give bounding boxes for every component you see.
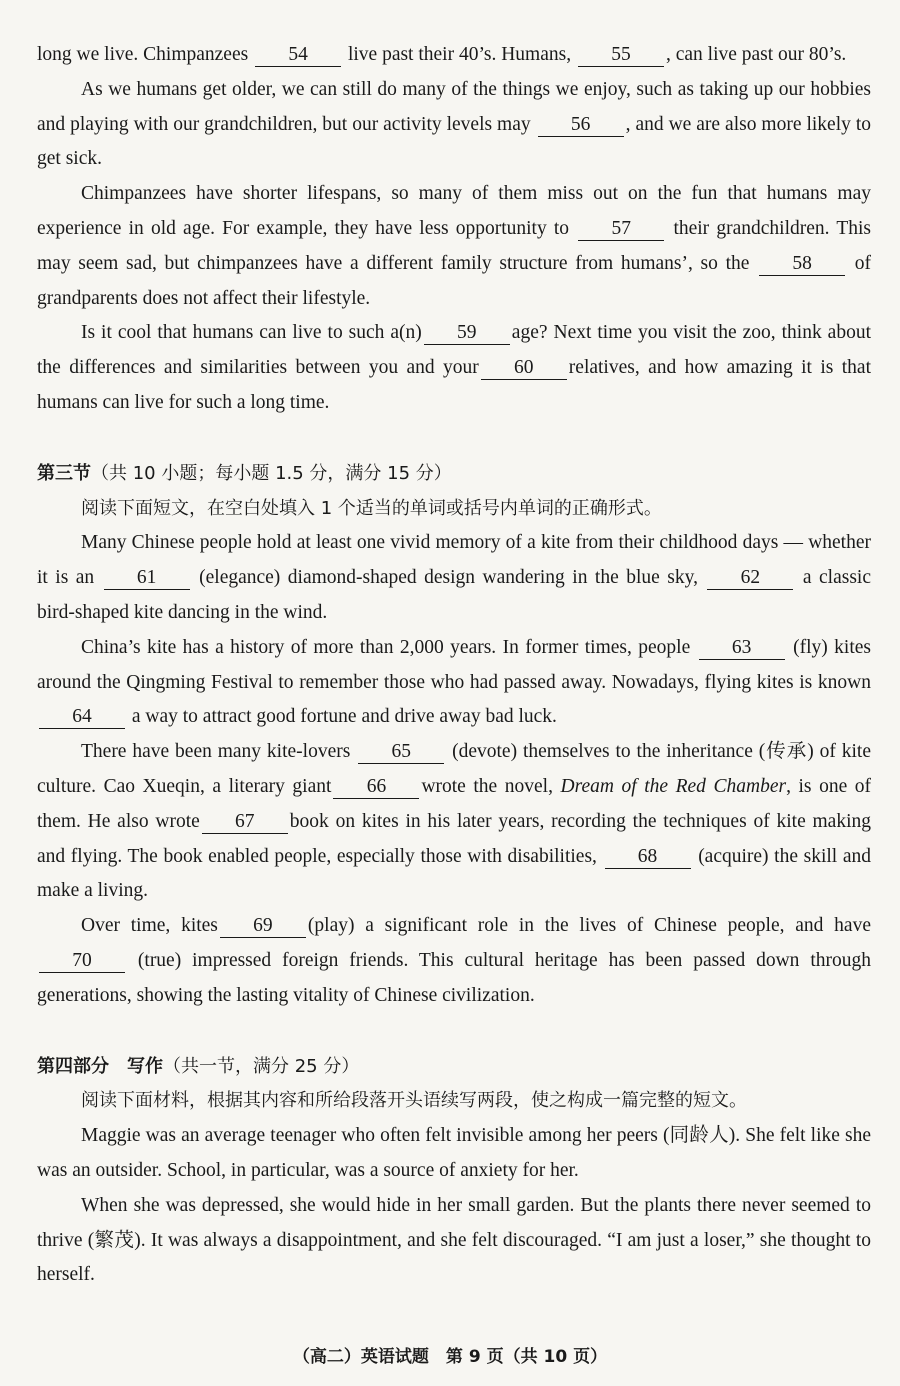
blank-57[interactable]: 57 [578,218,664,241]
paragraph: Many Chinese people hold at least one vivid memory of a kite from their childhood days — whether it is an 61 (elegance) diamond-shaped design wandering in the blue sky, 62 a classic bird-shaped kite dancing in the wind. [37,532,871,623]
part-4-writing [37,1050,871,1294]
paragraph: Chimpanzees have shorter lifespans, so many of them miss out on the fun that humans may experience in old age. For example, they have less opportunity to 57 their grandchildren. This may seem sad, but chimpanzees have a different family structure from humans’, so the 58 of grandparents does not affect their lifestyle. [37,183,872,309]
paragraph: Is it cool that humans can live to such a(n) 59 age? Next time you visit the zoo, think about the differences and similarities between you and your 60 relatives, and how amazing it is that humans can live for such a long time. [37,322,871,413]
blank-61[interactable]: 61 [104,567,190,590]
blank-60[interactable]: 60 [481,357,567,380]
instruction: 阅读下面短文，在空白处填入 1 个适当的单词或括号内单词的正确形式。 [81,497,662,519]
paragraph: China’s kite has a history of more than 2,000 years. In former times, people 63 (fly) kites around the Qingming Festival to remember those who had passed away. Nowadays, flying kites is known 64 a way to attract good fortune and drive away bad luck. [37,636,871,728]
paragraph: Maggie was an average teenager who often felt invisible among her peers (同龄人). She felt like she was an outsider. School, in particular, was a source of anxiety for her. [37,1125,871,1181]
blank-65[interactable]: 65 [358,741,444,764]
passage-continuation [37,38,871,421]
paragraph: long we live. Chimpanzees 54 live past their 40’s. Humans, 55 , can live past our 80’s. [37,44,847,65]
blank-56[interactable]: 56 [538,114,624,137]
blank-59[interactable]: 59 [424,322,510,345]
blank-58[interactable]: 58 [759,253,845,276]
blank-67[interactable]: 67 [202,811,288,834]
blank-69[interactable]: 69 [220,915,306,938]
exam-page [37,38,871,1293]
page-footer: （高二）英语试题 第 9 页（共 10 页） [292,1347,608,1367]
blank-64[interactable]: 64 [39,706,125,729]
paragraph: As we humans get older, we can still do many of the things we enjoy, such as taking up our hobbies and playing with our grandchildren, but our activity levels may 56 , and we are also more likely to get sick. [37,78,872,170]
paragraph: Over time, kites 69 (play) a significant role in the lives of Chinese people, and have 70 (true) impressed foreign friends. This cultural heritage has been passed down through generations, showing the lasting vitality of Chinese civilization. [37,915,872,1006]
blank-55[interactable]: 55 [578,44,664,67]
paragraph: There have been many kite-lovers 65 (devote) themselves to the inheritance (传承) of kite culture. Cao Xueqin, a literary giant 66 wrote the novel, Dream of the Red Chamber, is one of them. He also wrote 67 book on kites in his later years, recording the techniques of kite making and flying. The book enabled people, especially those with disabilities, 68 (acquire) the skill and make a living. [37,741,872,902]
blank-54[interactable]: 54 [255,44,341,67]
paragraph: When she was depressed, she would hide in her small garden. But the plants there never seemed to thrive (繁茂). It was always a disappointment, and she felt discouraged. “I am just a loser,” she thought to herself. [37,1194,871,1286]
blank-66[interactable]: 66 [333,776,419,799]
blank-70[interactable]: 70 [39,950,125,973]
blank-62[interactable]: 62 [707,567,793,590]
instruction: 阅读下面材料，根据其内容和所给段落开头语续写两段，使之构成一篇完整的短文。 [81,1090,747,1112]
section-3 [37,457,871,1014]
blank-63[interactable]: 63 [699,637,785,660]
novel-title: Dream of the Red Chamber [560,775,787,797]
blank-68[interactable]: 68 [605,846,691,869]
section-heading: 第四部分 写作（共一节，满分 25 分） [37,1055,360,1077]
section-heading: 第三节（共 10 小题；每小题 1.5 分，满分 15 分） [37,462,452,484]
